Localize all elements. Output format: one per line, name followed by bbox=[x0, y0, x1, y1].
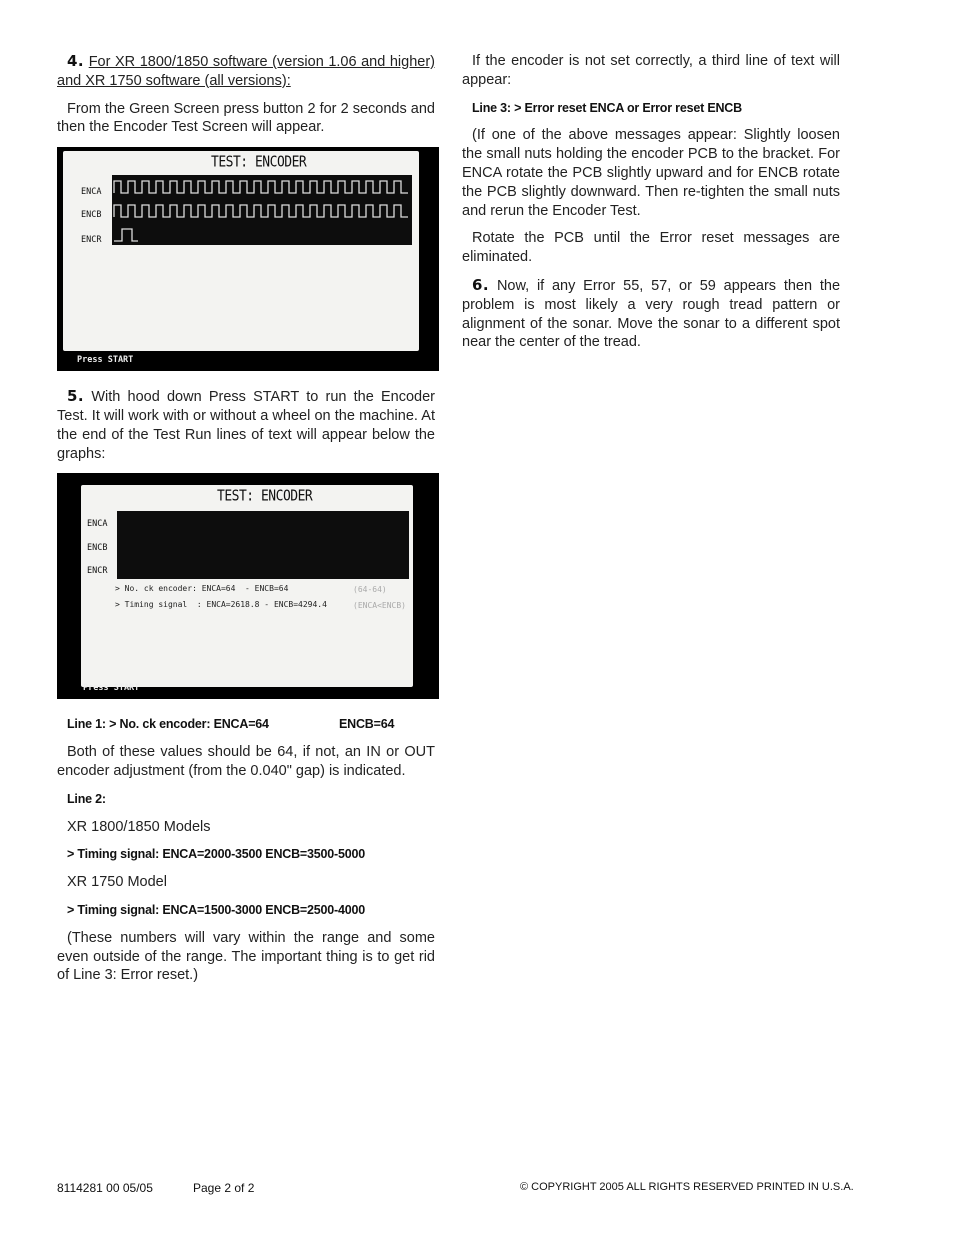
screen2-result-line-1: > No. ck encoder: ENCA=64 - ENCB=64 bbox=[115, 584, 289, 594]
step4-heading bbox=[57, 52, 435, 91]
screen1-label-encr: ENCR bbox=[81, 235, 102, 246]
closing-note: (These numbers will vary within the range and some even outside of the range. The important thing is to get rid of Line 3: Error reset.) bbox=[57, 929, 435, 984]
encoder-test-screen-photo-2 bbox=[57, 473, 439, 699]
model2-label: XR 1750 Model bbox=[67, 874, 167, 891]
screen1-waveforms bbox=[112, 175, 412, 245]
step5-number: 5. bbox=[67, 387, 85, 406]
footer-page: Page 2 of 2 bbox=[193, 1181, 255, 1195]
footer-copyright: © COPYRIGHT 2005 ALL RIGHTS RESERVED PRINTED IN U.S.A. bbox=[520, 1181, 854, 1193]
screen1-graph bbox=[112, 175, 412, 245]
waveform-encb bbox=[114, 205, 408, 217]
line1-encb: ENCB=64 bbox=[339, 717, 395, 732]
line3-text: (If one of the above messages appear: Slightly loosen the small nuts holding the encoder PCB to the bracket. For ENCA rotate the PCB slightly upward and for ENCB rotate the PCB slightly downward. Then re-tighten the small nuts and rerun the Encoder Test. bbox=[462, 127, 840, 219]
model1-label: XR 1800/1850 Models bbox=[67, 818, 211, 835]
step4-heading-text: For XR 1800/1850 software (version 1.06 and higher) and XR 1750 software (all versions): bbox=[57, 54, 435, 89]
step6-number: 6. bbox=[472, 275, 490, 294]
screen2-result-range-1: (64-64) bbox=[353, 585, 387, 595]
screen2-title: TEST: ENCODER bbox=[217, 488, 313, 506]
line3-heading: Line 3: > Error reset ENCA or Error reset ENCB bbox=[472, 100, 742, 115]
screen2-label-encb: ENCB bbox=[87, 543, 108, 554]
line1-heading bbox=[57, 715, 435, 734]
right-intro: If the encoder is not set correctly, a third line of text will appear: bbox=[462, 53, 840, 88]
line2-heading: Line 2: bbox=[67, 791, 106, 806]
screen2-graph bbox=[117, 511, 409, 579]
footer-docnum: 8114281 00 05/05 bbox=[57, 1181, 153, 1195]
line1-text: Both of these values should be 64, if not, an IN or OUT encoder adjustment (from the 0.040" gap) is indicated. bbox=[57, 744, 435, 779]
waveform-encr bbox=[114, 229, 138, 241]
line1-enca: Line 1: > No. ck encoder: ENCA=64 bbox=[67, 717, 269, 732]
screen1-title: TEST: ENCODER bbox=[211, 154, 307, 172]
left-column bbox=[57, 52, 435, 994]
step5-body: With hood down Press START to run the Encoder Test. It will work with or without a wheel on the machine. At the end of the Test Run lines of text will appear below the graphs: bbox=[57, 389, 436, 462]
screen2-label-encr: ENCR bbox=[87, 566, 108, 577]
screen2-press-start: Press START bbox=[83, 683, 140, 694]
step6-body: Now, if any Error 55, 57, or 59 appears then the problem is most likely a very rough tread pattern or alignment of the sonar. Move the sonar to a different spot near the center of the tread. bbox=[462, 277, 841, 351]
rotate-text: Rotate the PCB until the Error reset messages are eliminated. bbox=[462, 230, 840, 266]
waveform-enca bbox=[114, 181, 408, 193]
screen1-label-encb: ENCB bbox=[81, 210, 102, 221]
encoder-test-screen-photo-1 bbox=[57, 147, 439, 371]
step4-text: From the Green Screen press button 2 for 2 seconds and then the Encoder Test Screen will appear. bbox=[57, 100, 435, 136]
right-column bbox=[462, 52, 840, 361]
screen2-result-line-2: > Timing signal : ENCA=2618.8 - ENCB=4294.4 bbox=[115, 600, 327, 610]
step5-text bbox=[57, 387, 435, 463]
screen1-label-enca: ENCA bbox=[81, 187, 102, 198]
screen1-press-start: Press START bbox=[77, 355, 134, 366]
timing-signal-1: > Timing signal: ENCA=2000-3500 ENCB=3500-5000 bbox=[67, 847, 366, 862]
timing-signal-2: > Timing signal: ENCA=1500-3000 ENCB=2500-4000 bbox=[67, 902, 366, 917]
screen2-result-range-2: (ENCA<ENCB) bbox=[353, 601, 406, 611]
step6-text bbox=[462, 276, 840, 352]
step4-number: 4. bbox=[67, 52, 85, 70]
screen2-label-enca: ENCA bbox=[87, 519, 108, 530]
